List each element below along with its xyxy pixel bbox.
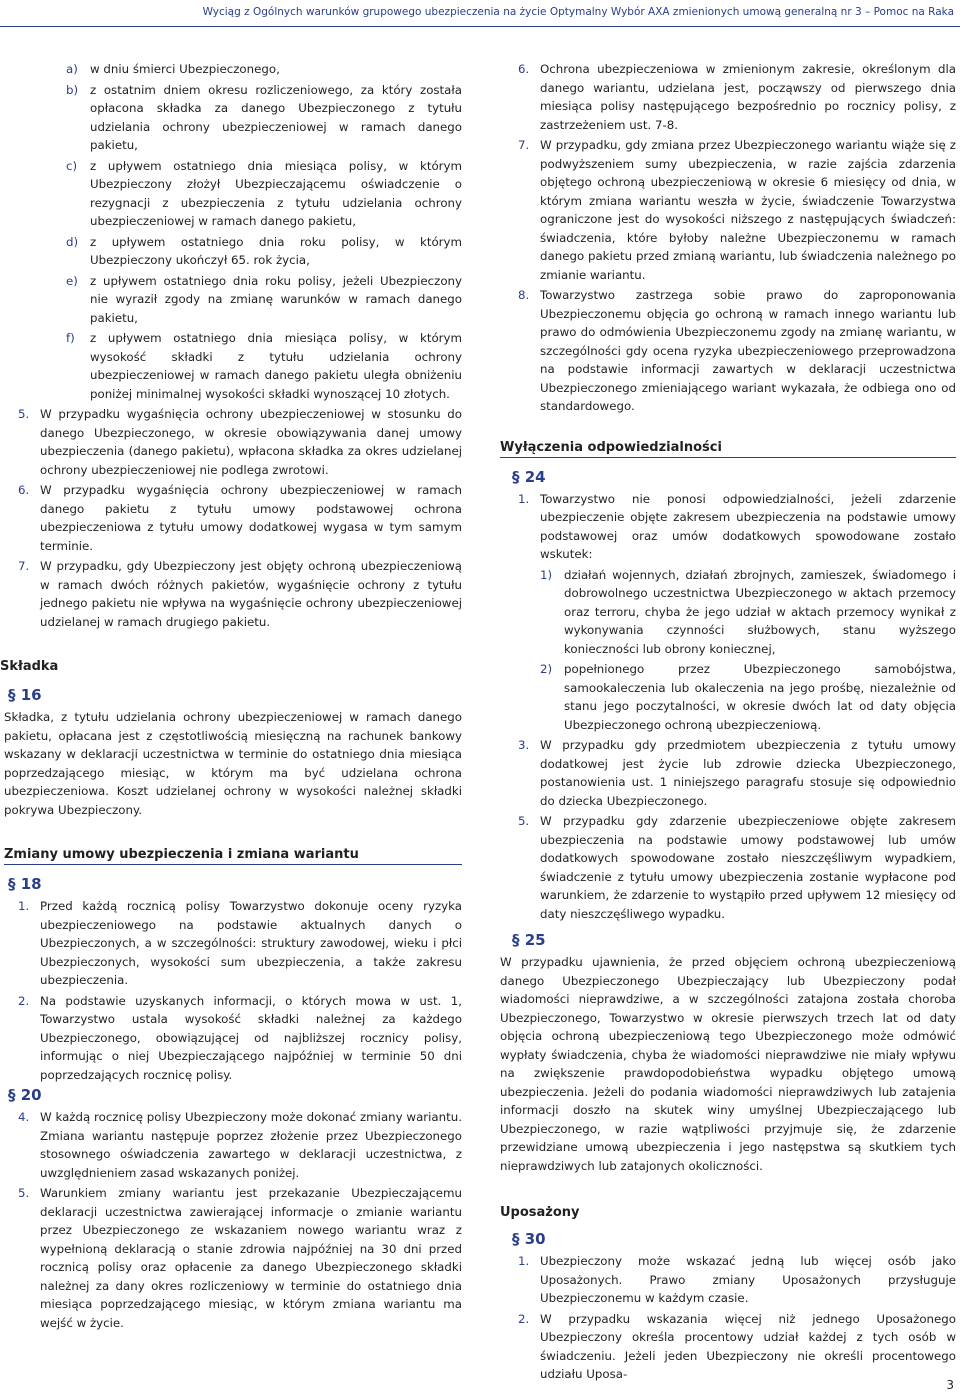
list-text: W każdą rocznicę polisy Ubezpieczony może dokonać zmiany wariantu. Zmiana wariantu następuje poprzez złożenie przez Ubezpieczonego stosownego oświadczenia zawartego w deklaracji uczestnictwa, z uwzględnieniem zasad wskazanych poniżej. (40, 1110, 462, 1180)
list-text: popełnionego przez Ubezpieczonego samobójstwa, samookaleczenia lub okaleczenia na jego prośbę, niezależnie od stanu jego poczytalności, w okresie dwóch lat od daty objęcia Ubezpieczonego ochroną ubezpieczeniową. (564, 662, 956, 732)
list-item (0, 81, 462, 155)
list-marker: 7. (518, 138, 530, 152)
list-text: z upływem ostatniego dnia roku polisy, w którym Ubezpieczony ukończył 65. rok życia, (90, 234, 462, 267)
paragraph-16-text: Składka, z tytułu udzielania ochrony ubezpieczeniowej w ramach danego pakietu, opłacana jest z częstotliwością miesięczną na rachunek bankowy wskazany w deklaracji uczestnictwa w terminie do ostatniego dnia miesiąca poprzedzającego miesiąc, w którym ma być udzielana ochrona ubezpieczeniowa. Koszt udzielanej ochrony w wysokości należnej składki pokrywa Ubezpieczony. (4, 710, 462, 817)
list-text: W przypadku, gdy Ubezpieczony jest objęty ochroną ubezpieczeniową w ramach dwóch różnych pakietów, wygaśnięcie ochrony z tytułu jednego pakietu nie wpływa na wygaśnięcie ochrony ubezpieczeniowej udzielanej w ramach drugiego pakietu. (40, 559, 462, 629)
list-item (500, 736, 956, 810)
list-item (500, 1252, 956, 1308)
list-text: W przypadku, gdy zmiana przez Ubezpieczonego wariantu wiąże się z podwyższeniem sumy ubezpieczenia, w razie zajścia zdarzenia objętego ochroną ubezpieczeniową w okresie 6 miesięcy od dnia, w którym zmiana wariantu weszła w życie, świadczenie Towarzystwa ograniczone jest do wysokości niższego z następujących świadczeń: świadczenia, które byłoby należne Ubezpieczonemu w ramach danego pakietu przed zmianą wariantu, lub świadczenia należnego po zmianie wariantu. (540, 138, 956, 282)
list-text: z upływem ostatniego dnia miesiąca polisy, w którym wysokość składki z tytułu udzielania ochrony ubezpieczeniowej w ramach danego pakietu uległa obniżeniu poniżej minimalnej wysokości składki wynoszącej 10 złotych. (90, 331, 462, 401)
list-par18 (0, 897, 462, 1084)
list-item (500, 60, 956, 134)
list-text: Towarzystwo zastrzega sobie prawo do zaproponowania Ubezpieczonemu objęcia go ochroną w ramach innego wariantu lub prawo do odmówienia Ubezpieczonemu zgody na zmianę wariantu, w szczególności gdy ocena ryzyka ubezpieczeniowego przeprowadzona na podstawie informacji zawartych w deklaracji uczestnictwa Ubezpieczonego zmieniającego wariant wykazała, że odbiega ono od standardowego. (540, 288, 956, 413)
section-title-zmiany: Zmiany umowy ubezpieczenia i zmiana wariantu (4, 847, 462, 865)
list-text: z upływem ostatniego dnia miesiąca polisy, w którym Ubezpieczony złożył Ubezpieczającemu oświadczenie o rezygnacji z ubezpieczenia z tytułu udzielania ochrony ubezpieczeniowej w ramach danego pakietu, (90, 158, 462, 228)
list-marker: f) (66, 331, 75, 345)
left-column (0, 60, 462, 1334)
list-text: W przypadku gdy przedmiotem ubezpieczenia z tytułu umowy dodatkowej jest życie lub zdrowie dziecka Ubezpieczonego, postanowienia ust. 1 niniejszego paragrafu stosuje się odpowiednio do dziecka Ubezpieczonego. (540, 738, 956, 808)
list-abc (0, 60, 462, 403)
list-par24 (500, 490, 956, 924)
section-title-wylaczenia: Wyłączenia odpowiedzialności (500, 440, 956, 458)
list-text: Warunkiem zmiany wariantu jest przekazanie Ubezpieczającemu deklaracji uczestnictwa zawierającej informacje o zmianie wariantu przez Ubezpieczonego ze wskazaniem nowego wariantu wraz z wypełnioną deklaracją o stanie zdrowia najpóźniej na 30 dni przed rocznicą polisy oraz opłacenie za danego Ubezpieczonego składki należnej za dany okres rozliczeniowy w terminie do ostatniego dnia miesiąca poprzedzającego miesiąc, w którym zmiana wariantu ma wejść w życie. (40, 1186, 462, 1330)
list-marker: e) (66, 273, 78, 288)
page-number: 3 (946, 1378, 954, 1392)
list-item (0, 1184, 462, 1332)
sublist (500, 566, 956, 735)
list-marker: 5. (18, 407, 30, 421)
list-item (0, 157, 462, 231)
list-item (0, 233, 462, 270)
list-item (500, 812, 956, 923)
section-title-uposazony: Uposażony (500, 1205, 580, 1220)
list-marker: 1) (540, 567, 553, 582)
list-item (500, 1310, 956, 1384)
list-marker: 5. (18, 1186, 30, 1200)
list-text: W przypadku gdy zdarzenie ubezpieczeniowe objęte zakresem ubezpieczenia na podstawie umowy podstawowej lub umów dodatkowych spowodowane zostało nieszczęśliwym wypadkiem, świadczenie z tytułu umowy ubezpieczenia zostanie wypłacone pod warunkiem, że zdarzenie to wystąpiło przed upływem 12 miesięcy od daty nieszczęśliwego wypadku. (540, 814, 956, 921)
list-item (500, 566, 956, 659)
list-par20 (0, 1108, 462, 1332)
right-column (500, 60, 956, 1386)
list-par30 (500, 1252, 956, 1384)
list-marker: 8. (518, 288, 530, 302)
list-marker: c) (66, 158, 78, 173)
page-header (0, 0, 960, 27)
paragraph-18: § 18 (8, 875, 42, 893)
list-item (500, 490, 956, 564)
list-678 (500, 60, 956, 416)
list-marker: 5. (518, 814, 530, 828)
paragraph-24: § 24 (512, 467, 546, 486)
list-text: Przed każdą rocznicą polisy Towarzystwo dokonuje oceny ryzyka ubezpieczeniowego na podstawie aktualnych danych o Ubezpieczonych, a w szczególności: struktury zawodowej, wieku i płci Ubezpieczonych, wysokości sum ubezpieczenia, a także zakresu ubezpieczenia. (40, 899, 462, 987)
list-marker: 7. (18, 559, 30, 573)
list-text: Na podstawie uzyskanych informacji, o których mowa w ust. 1, Towarzystwo ustala wysokość składki należnej za każdego Ubezpieczonego, obowiązującej od najbliższej rocznicy polisy, informując o niej Ubezpieczającego najpóźniej w terminie 50 dni poprzedzających rocznicę polisy. (40, 993, 462, 1082)
list-marker: 4. (18, 1110, 30, 1124)
list-item (0, 897, 462, 990)
list-marker: 2) (540, 662, 553, 676)
list-item (0, 60, 462, 79)
list-item (500, 136, 956, 284)
list-marker: b) (66, 82, 79, 97)
paragraph-20: § 20 (8, 1086, 42, 1104)
section-title-skladka: Składka (0, 659, 59, 674)
paragraph-16: § 16 (8, 686, 42, 704)
list-marker: 6. (518, 62, 530, 76)
list-text: z ostatnim dniem okresu rozliczeniowego, za który została opłacona składka za danego Ubezpieczonego z tytułu udzielania ochrony ubezpieczeniowej w ramach danego pakietu, (90, 82, 462, 152)
paragraph-25-text: W przypadku ujawnienia, że przed objęciem ochroną ubezpieczeniową danego Ubezpieczonego Ubezpieczający lub Ubezpieczony podał wiadomości nieprawdziwe, a w szczególności zatajona została choroba Ubezpieczonego, Towarzystwo w okresie pierwszych trzech lat od daty objęcia ochroną ubezpieczeniową tego Ubezpieczonego może odmówić wypłaty świadczenia, chyba że wiadomości nieprawdziwe nie miały wpływu na zwiększenie prawdopodobieństwa wypadku objętego umową ubezpieczenia. Jeżeli do podania wiadomości nieprawdziwych lub zatajenia informacji doszło na skutek winy umyślnej Ubezpieczającego lub Ubezpieczonego, w razie wątpliwości przyjmuje się, że zdarzenie przewidziane umową ubezpieczenia i jego następstwa są skutkiem tych nieprawdziwych lub zatajonych okoliczności. (500, 955, 956, 1173)
list-567 (0, 405, 462, 631)
list-item (0, 405, 462, 479)
list-marker: 2. (518, 1311, 530, 1326)
list-marker: 2. (18, 993, 30, 1008)
list-marker: a) (66, 62, 78, 76)
list-text: działań wojennych, działań zbrojnych, zamieszek, świadomego i dobrowolnego uczestnictwa Ubezpieczonego w aktach przemocy oraz terroru, chyba że jego udział w aktach przemocy wynikał z wykonywania czynności służbowych, stanu wyższego konieczności lub obrony koniecznej, (564, 567, 956, 656)
list-text: W przypadku wygaśnięcia ochrony ubezpieczeniowej w stosunku do danego Ubezpieczonego, w okresie obowiązywania danej umowy ubezpieczenia (danego pakietu), wpłacona składka za okres udzielanej ochrony ubezpieczeniowej nie podlega zwrotowi. (40, 407, 462, 477)
list-marker: d) (66, 234, 79, 249)
list-item (0, 329, 462, 403)
paragraph-30: § 30 (512, 1230, 546, 1248)
list-marker: 1. (518, 491, 530, 506)
list-item (0, 557, 462, 631)
list-text: W przypadku wskazania więcej niż jednego Uposażonego Ubezpieczony określa procentowy udział każdej z tych osób w świadczeniu. Jeżeli jeden Ubezpieczony nie określi procentowego udziału Uposa- (540, 1311, 956, 1381)
list-marker: 1. (518, 1254, 530, 1268)
list-text: Ubezpieczony może wskazać jedną lub więcej osób jako Uposażonych. Prawo zmiany Uposażonych przysługuje Ubezpieczonemu w każdym czasie. (540, 1254, 956, 1305)
list-item (0, 272, 462, 328)
list-marker: 3. (518, 738, 530, 752)
list-marker: 6. (18, 483, 30, 497)
header-title: Wyciąg z Ogólnych warunków grupowego ubezpieczenia na życie Optymalny Wybór AXA zmienionych umową generalną nr 3 – Pomoc na Raka (202, 6, 954, 18)
list-marker: 1. (18, 899, 30, 913)
sublist-rest (500, 736, 956, 923)
list-item (0, 992, 462, 1085)
list-item (500, 286, 956, 416)
list-item (500, 660, 956, 734)
list-item (0, 481, 462, 555)
list-text: z upływem ostatniego dnia roku polisy, jeżeli Ubezpieczony nie wyraził zgody na zmianę warunków w ramach danego pakietu, (90, 273, 462, 325)
list-text: Towarzystwo nie ponosi odpowiedzialności, jeżeli zdarzenie ubezpieczenie objęte zakresem ubezpieczenia na podstawie umowy podstawowej oraz umów dodatkowych spowodowane zostało wskutek: (540, 491, 956, 561)
list-item (0, 1108, 462, 1182)
paragraph-25: § 25 (512, 931, 546, 949)
list-text: W przypadku wygaśnięcia ochrony ubezpieczeniowej w ramach danego pakietu z tytułu umowy podstawowej ochrona ubezpieczeniowa z tytułu umowy dodatkowej wygasa w tym samym terminie. (40, 483, 462, 553)
list-text: Ochrona ubezpieczeniowa w zmienionym zakresie, określonym dla danego wariantu, udzielana jest, począwszy od pierwszego dnia miesiąca polisy następującego bezpośrednio po rocznicy polisy, z zastrzeżeniem ust. 7-8. (540, 62, 956, 132)
list-text: w dniu śmierci Ubezpieczonego, (90, 62, 280, 76)
